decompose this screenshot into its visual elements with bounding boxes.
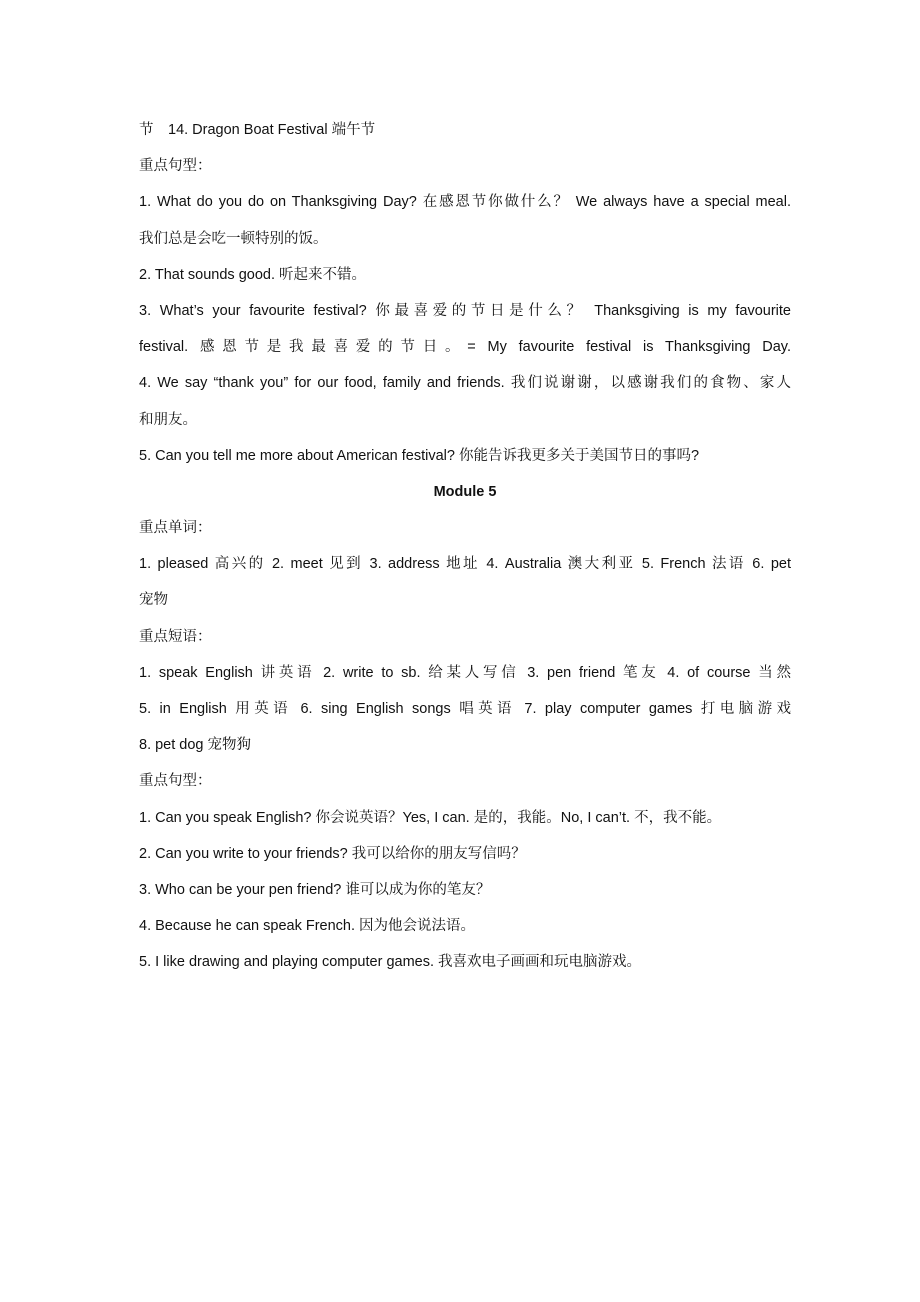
words-line: 1. pleased 高兴的 2. meet 见到 3. address 地址 4. Australia 澳大利亚 5. French 法语 6. pet [139, 556, 791, 573]
sentence-line: festival. 感恩节是我最喜爱的节日。= My favourite festival is Thanksgiving Day. [139, 339, 791, 356]
sentences-heading: 重点句型： [139, 158, 212, 175]
sentence-line: 2. That sounds good. 听起来不错。 [139, 266, 367, 283]
sentence-line: 1. Can you speak English? 你会说英语？Yes, I can. 是的，我能。No, I can’t. 不，我不能。 [139, 809, 722, 826]
words-heading: 重点单词： [139, 520, 212, 537]
vocab-tail-line: 节 14. Dragon Boat Festival 端午节 [139, 122, 376, 138]
sentence-line: 3. What’s your favourite festival? 你最喜爱的节日是什么？ Thanksgiving is my favourite [139, 302, 791, 319]
phrases-heading: 重点短语： [139, 628, 212, 645]
sentence-line: 我们总是会吃一顿特别的饭。 [139, 230, 328, 247]
phrases-line: 8. pet dog 宠物狗 [139, 737, 252, 754]
document-body [139, 117, 791, 986]
sentence-line: 3. Who can be your pen friend? 谁可以成为你的笔友？ [139, 881, 491, 898]
sentence-line: 2. Can you write to your friends? 我可以给你的朋友写信吗？ [139, 845, 526, 862]
sentence-line: 5. Can you tell me more about American festival? 你能告诉我更多关于美国节日的事吗? [139, 447, 700, 464]
sentence-line: 1. What do you do on Thanksgiving Day? 在感恩节你做什么？ We always have a special meal. [139, 194, 791, 211]
sentence-line: 和朋友。 [139, 411, 197, 428]
sentences-heading: 重点句型： [139, 773, 212, 790]
phrases-line: 5. in English 用英语 6. sing English songs 唱英语 7. play computer games 打电脑游戏 [139, 701, 791, 717]
words-line: 宠物 [139, 592, 168, 609]
sentence-line: 5. I like drawing and playing computer games. 我喜欢电子画画和玩电脑游戏。 [139, 954, 642, 971]
phrases-line: 1. speak English 讲英语 2. write to sb. 给某人写信 3. pen friend 笔友 4. of course 当然 [139, 664, 791, 681]
sentence-line: 4. Because he can speak French. 因为他会说法语。 [139, 918, 476, 935]
module-title: Module 5 [433, 483, 497, 500]
sentence-line: 4. We say “thank you” for our food, family and friends. 我们说谢谢，以感谢我们的食物、家人 [139, 375, 791, 392]
